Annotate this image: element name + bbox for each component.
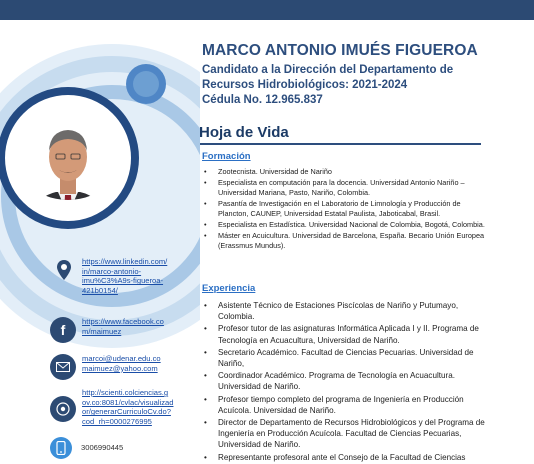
facebook-icon: f	[50, 317, 76, 343]
linkedin-line: imu%C3%A9s-figueroa-	[82, 276, 164, 286]
contact-phone[interactable]	[50, 437, 123, 459]
list-item: • Profesor tutor de las asignaturas Informática Aplicada I y II. Programa de Tecnología en Acuacultura, Universidad de Nariño.	[202, 323, 488, 345]
cvlac-link[interactable]	[82, 388, 173, 426]
list-item: • Especialista en Estadística. Universidad Nacional de Colombia, Bogotá, Colombia.	[202, 220, 488, 230]
formacion-list	[202, 167, 488, 252]
left-panel	[0, 20, 200, 462]
contact-email[interactable]	[50, 354, 161, 380]
linkedin-line: https://www.linkedin.com/	[82, 257, 168, 266]
list-item: • Máster en Acuicultura. Universidad de Barcelona, España. Becario Unión Europea (Erassmus Mundus).	[202, 231, 488, 251]
phone-icon	[50, 437, 72, 459]
list-item: • Especialista en computación para la docencia. Universidad Antonio Nariño – Universidad Mariana, Pasto, Nariño, Colombia.	[202, 178, 488, 198]
linkedin-icon	[54, 257, 74, 283]
email-icon	[50, 354, 76, 380]
facebook-line: https://www.facebook.co	[82, 317, 164, 326]
subtitle-line: Candidato a la Dirección del Departamento de	[202, 64, 454, 76]
contact-linkedin[interactable]	[50, 257, 167, 295]
list-item: • Zootecnista. Universidad de Nariño	[202, 167, 488, 177]
experiencia-heading: Experiencia	[202, 283, 256, 294]
linkedin-link[interactable]	[82, 257, 167, 295]
phone-number[interactable]	[81, 443, 123, 453]
email-links[interactable]	[82, 354, 161, 373]
list-item: • Secretario Académico. Facultad de Ciencias Pecuarias. Universidad de Nariño,	[202, 347, 488, 369]
profile-photo	[22, 115, 110, 235]
experiencia-list	[202, 300, 488, 464]
subtitle-line: Cédula No. 12.965.837	[202, 94, 323, 106]
list-item: • Representante profesoral ante el Consejo de la Facultad de Ciencias	[202, 452, 488, 463]
cv-title-divider	[200, 143, 481, 145]
cvlac-icon	[50, 396, 76, 422]
cvlac-line: cod_rh=0000276995	[82, 416, 152, 426]
cv-title: Hoja de Vida	[199, 124, 289, 141]
email-address[interactable]: marcoi@udenar.edu.co	[82, 354, 161, 363]
list-item: • Coordinador Académico. Programa de Tecnología en Acuacultura. Universidad de Nariño.	[202, 370, 488, 392]
right-panel	[200, 20, 534, 462]
formacion-heading: Formación	[202, 151, 251, 162]
subtitle-line: Recursos Hidrobiológicos: 2021-2024	[202, 79, 408, 91]
linkedin-line: in/marco-antonio-	[82, 266, 142, 276]
list-item: • Profesor tiempo completo del programa de Ingeniería en Producción Acuícola. Universidad de Nariño.	[202, 394, 488, 416]
candidate-name: MARCO ANTONIO IMUÉS FIGUEROA	[202, 42, 478, 59]
top-bar	[0, 0, 534, 20]
cvlac-line: ov.co:8081/cvlac/visualizad	[82, 397, 174, 407]
email-address[interactable]: maimuez@yahoo.com	[82, 363, 158, 373]
facebook-line: m/maimuez	[82, 326, 122, 336]
list-item: • Asistente Técnico de Estaciones Piscícolas de Nariño y Putumayo, Colombia.	[202, 300, 488, 322]
facebook-link[interactable]	[82, 317, 164, 336]
linkedin-line: 421b0154/	[82, 285, 118, 295]
list-item: • Director de Departamento de Recursos Hidrobiológicos y del Programa de Ingeniería en Producción Acuícola. Facultad de Ciencias Pecuarias, Universidad de Nariño.	[202, 417, 488, 451]
cvlac-line: http://scienti.colciencias.g	[82, 388, 169, 397]
contact-cvlac[interactable]	[50, 388, 173, 426]
list-item: • Pasantía de Investigación en el Laboratorio de Limnología y Producción de Plancton, CAUNEP, Universidad Estatal Paulista, Jaboticabal, Brasil.	[202, 199, 488, 219]
cvlac-line: or/generarCurriculoCv.do?	[82, 407, 171, 417]
candidate-subtitle	[202, 63, 453, 108]
contact-facebook[interactable]	[50, 317, 164, 343]
phone-line: 3006990445	[81, 443, 124, 452]
